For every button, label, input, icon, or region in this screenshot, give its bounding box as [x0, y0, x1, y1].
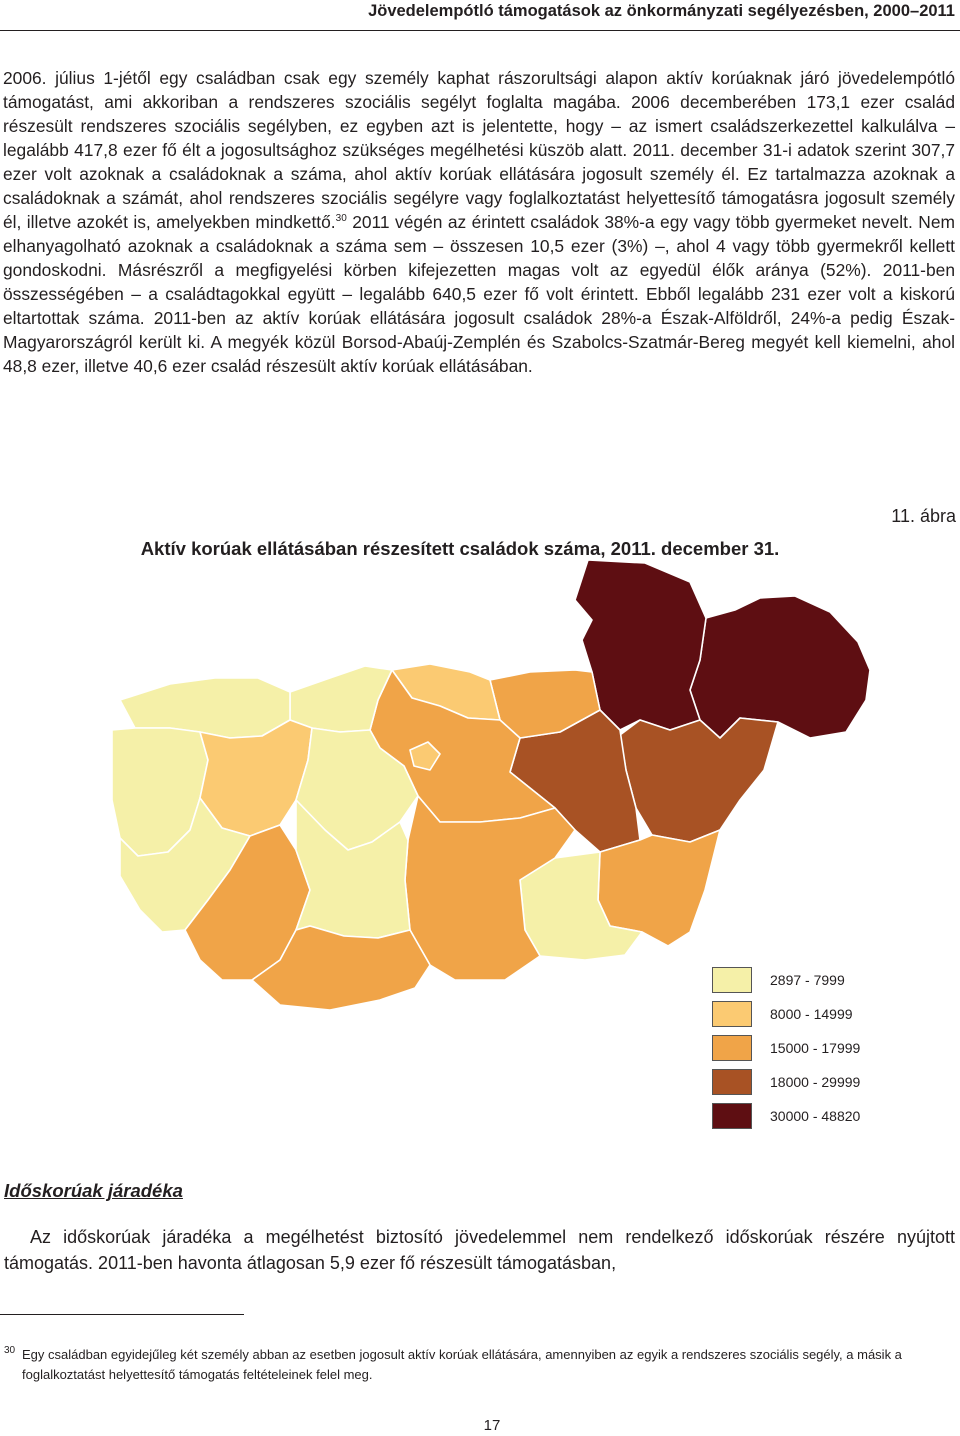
legend-item — [712, 1065, 860, 1099]
figure-label: 11. ábra — [891, 506, 956, 526]
footnote-text: Egy családban egyidejűleg két személy abban az esetben jogosult aktív korúak ellátására, amennyiben az egyik a rendszeres szociális segély, a másik a foglalkoztatást helyettesítő támogatás feltételeinek felel meg. — [22, 1347, 902, 1382]
footnote — [4, 1345, 956, 1385]
footnote-number: 30 — [4, 1345, 16, 1356]
section-heading: Időskorúak járadéka — [4, 1180, 183, 1201]
legend-swatch — [712, 967, 752, 993]
footnote-reference[interactable]: 30 — [335, 213, 347, 225]
body-text-part-2: 2011 végén az érintett családok 38%-a egy vagy több gyermeket nevelt. Nem elhanyagolható azoknak a családoknak a száma sem – összesen 10,5 ezer (3%) –, ahol 4 vagy több gyermekről kellett gondoskodni. Másrészről a megfigyelési körben kifejezetten magas volt az egyedül élők aránya (52%). 2011-ben összességében – a családtagokkal együtt – legalább 640,5 ezer fő volt érintett. Ebből legalább 231 ezer volt a kiskorú eltartottak száma. 2011-ben az aktív korúak ellátására jogosult családok 28%-a Észak-Alföldről, 24%-a pedig Észak-Magyarországról került ki. A megyék közül Borsod-Abaúj-Zemplén és Szabolcs-Szatmár-Bereg megyét kell kiemelni, ahol 48,8 ezer, illetve 40,6 ezer család részesült aktív korúak ellátásában. — [3, 212, 955, 376]
legend-item — [712, 963, 860, 997]
legend-swatch — [712, 1069, 752, 1095]
legend-swatch — [712, 1001, 752, 1027]
legend-swatch — [712, 1103, 752, 1129]
county-hajdu-bihar — [620, 718, 778, 842]
legend-item — [712, 997, 860, 1031]
legend-swatch — [712, 1035, 752, 1061]
figure-title: Aktív korúak ellátásában részesített családok száma, 2011. december 31. — [140, 538, 780, 559]
legend-label: 15000 - 17999 — [770, 1040, 861, 1056]
county-szabolcs-szatmar-bereg — [690, 596, 870, 738]
legend-label: 18000 - 29999 — [770, 1074, 861, 1090]
header-rule — [0, 30, 960, 31]
body-paragraph — [3, 66, 955, 378]
legend-label: 2897 - 7999 — [770, 972, 845, 988]
legend-item — [712, 1031, 860, 1065]
footnote-rule — [0, 1314, 244, 1315]
map-legend — [712, 963, 860, 1133]
legend-label: 30000 - 48820 — [770, 1108, 861, 1124]
legend-item — [712, 1099, 860, 1133]
section-paragraph: Az időskorúak járadéka a megélhetést biztosító jövedelemmel nem rendelkező időskorúak részére nyújtott támogatás. 2011-ben havonta átlagosan 5,9 ezer fő részesült támogatásban, — [4, 1227, 955, 1273]
running-header: Jövedelempótló támogatások az önkormányzati segélyezésben, 2000–2011 — [368, 2, 955, 20]
page-number: 17 — [483, 1417, 501, 1434]
body-text-part-1: 2006. július 1-jétől egy családban csak egy személy kaphat rászorultsági alapon aktív korúaknak járó jövedelempótló támogatást, ami akkoriban a rendszeres szociális segélyt foglalta magába. 2006 decemberében 173,1 ezer család részesült rendszeres szociális segélyben, ez egyben azt is jelentette, hogy – az ismert családszerkezettel kalkulálva – legalább 417,8 ezer fő élt a jogosultsághoz szükséges megélhetési küszöb alatt. 2011. december 31-i adatok szerint 307,7 ezer volt azoknak a családoknak a száma, ahol aktív korúak ellátására jogosult személy él. Ez tartalmazza azoknak a családoknak a számát, ahol rendszeres szociális segélyre vagy foglalkoztatást helyettesítő támogatásra jogosult személy él, illetve azokét is, amelyekben mindkettő. — [3, 68, 955, 232]
legend-label: 8000 - 14999 — [770, 1006, 853, 1022]
